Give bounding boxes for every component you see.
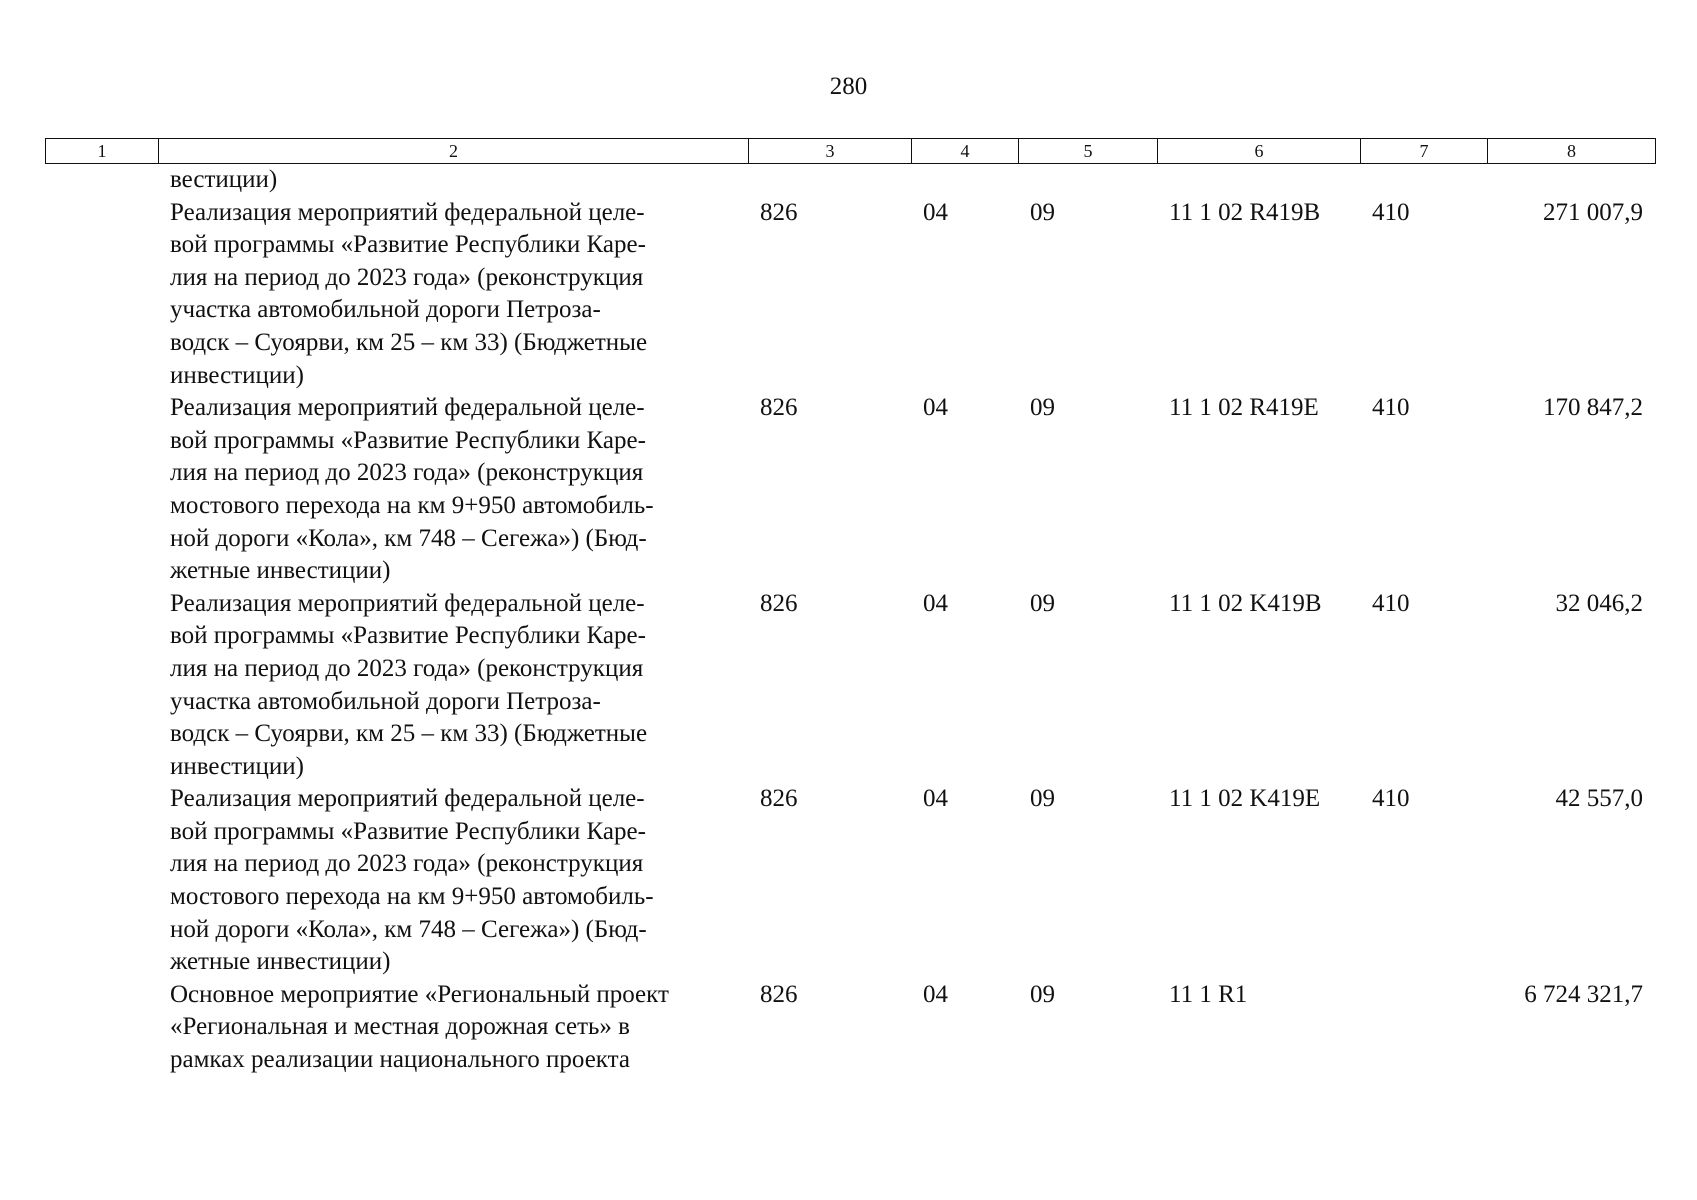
table-row (45, 783, 1655, 979)
row-expense-type: 410 (1372, 785, 1410, 813)
header-cell-5: 5 (1019, 139, 1158, 164)
row-ministry-code: 826 (760, 394, 798, 422)
row-section-code: 04 (923, 198, 948, 226)
continuation-text: вестиции) (170, 166, 278, 193)
row-target-item: 11 1 02 K419B (1169, 589, 1322, 617)
row-expense-type: 410 (1372, 589, 1410, 617)
row-target-item: 11 1 02 R419B (1169, 198, 1321, 226)
page-number: 280 (829, 73, 868, 100)
row-section-code: 04 (923, 980, 948, 1008)
header-cell-3: 3 (749, 139, 912, 164)
header-cell-8: 8 (1488, 139, 1656, 164)
row-target-item: 11 1 02 K419E (1169, 785, 1321, 813)
row-subsection-code: 09 (1030, 198, 1055, 226)
row-subsection-code: 09 (1030, 980, 1055, 1008)
row-target-item: 11 1 02 R419E (1169, 394, 1319, 422)
header-cell-1: 1 (46, 139, 159, 164)
row-subsection-code: 09 (1030, 785, 1055, 813)
row-ministry-code: 826 (760, 589, 798, 617)
header-row (46, 139, 1656, 164)
row-name: Реализация мероприятий федеральной целе- вой программы «Развитие Республики Каре- лия на период до 2023 года» (реконструкция мостового перехода на км 9+950 автомобиль- ной дороги «Кола», км 748 – Сегежа») (Бюд- жетные инвестиции) (170, 785, 654, 976)
row-section-code: 04 (923, 589, 948, 617)
row-ministry-code: 826 (760, 198, 798, 226)
row-amount: 6 724 321,7 (1524, 980, 1643, 1008)
row-expense-type (1360, 979, 1487, 1077)
row-subsection-code: 09 (1030, 394, 1055, 422)
table-row (45, 392, 1655, 588)
row-target-item: 11 1 R1 (1169, 980, 1248, 1008)
row-name: Основное мероприятие «Региональный проект «Региональная и местная дорожная сеть» в рамках реализации национального проекта (170, 980, 669, 1074)
row-expense-type: 410 (1372, 394, 1410, 422)
row-section-code: 04 (923, 394, 948, 422)
row-ministry-code: 826 (760, 980, 798, 1008)
table-row (45, 588, 1655, 784)
header-cell-7: 7 (1361, 139, 1488, 164)
row-amount: 42 557,0 (1555, 785, 1643, 813)
table-row (45, 979, 1655, 1077)
header-cell-6: 6 (1158, 139, 1361, 164)
row-section-code: 04 (923, 785, 948, 813)
row-name: Реализация мероприятий федеральной целе- вой программы «Развитие Республики Каре- лия на период до 2023 года» (реконструкция участка автомобильной дороги Петроза- водск – Суоярви, км 25 – км 33) (Бюджетные инвестиции) (170, 198, 648, 389)
row-name: Реализация мероприятий федеральной целе- вой программы «Развитие Республики Каре- лия на период до 2023 года» (реконструкция участка автомобильной дороги Петроза- водск – Суоярви, км 25 – км 33) (Бюджетные инвестиции) (170, 589, 648, 780)
row-subsection-code: 09 (1030, 589, 1055, 617)
row-amount: 32 046,2 (1555, 589, 1643, 617)
header-cell-2: 2 (159, 139, 749, 164)
column-number-header (45, 138, 1656, 164)
row-ministry-code: 826 (760, 785, 798, 813)
table-row (45, 197, 1655, 393)
table-row-continuation (45, 164, 1655, 197)
row-name: Реализация мероприятий федеральной целе- вой программы «Развитие Республики Каре- лия на период до 2023 года» (реконструкция мостового перехода на км 9+950 автомобиль- ной дороги «Кола», км 748 – Сегежа») (Бюд- жетные инвестиции) (170, 394, 654, 585)
row-expense-type: 410 (1372, 198, 1410, 226)
header-cell-4: 4 (912, 139, 1019, 164)
row-amount: 170 847,2 (1543, 394, 1643, 422)
budget-table (45, 164, 1655, 1077)
row-amount: 271 007,9 (1543, 198, 1643, 226)
